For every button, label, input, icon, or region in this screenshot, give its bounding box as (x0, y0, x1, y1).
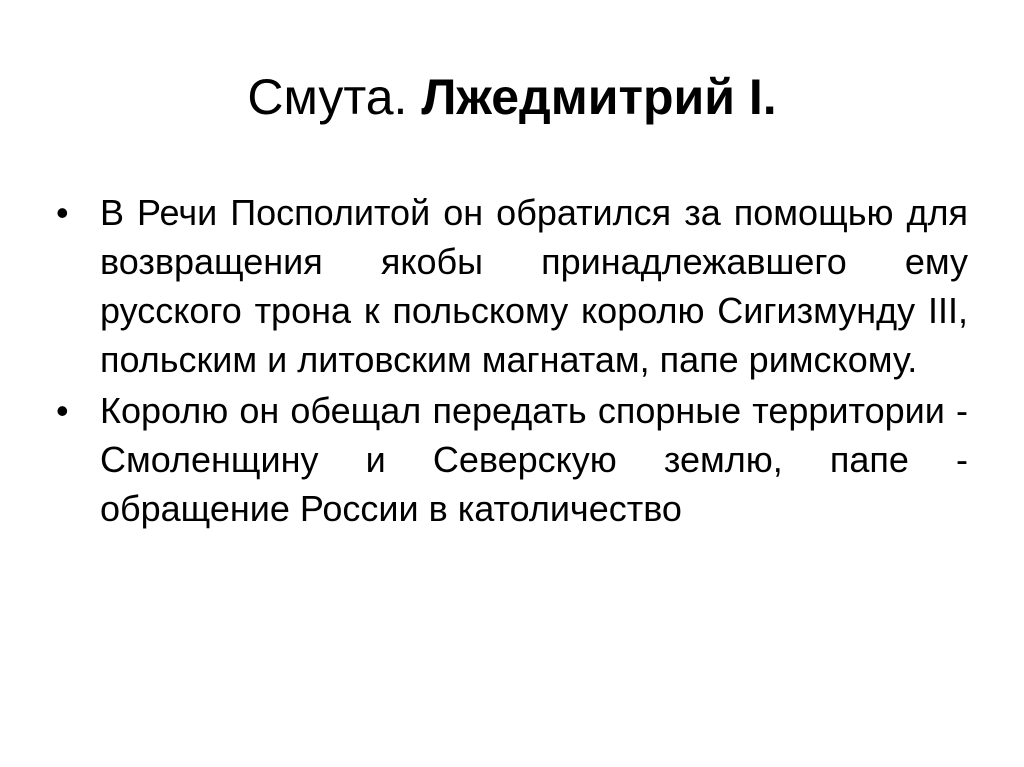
bullet-text-1: В Речи Посполитой он обратился за помощью для возвращения якобы принадлежавшего ему русского трона к польскому королю Сигизмунду III, польским и литовским магнатам, папе римскому. (100, 192, 968, 380)
bullet-text-2: Королю он обещал передать спорные территории - Смоленщину и Северскую землю, папе - обращение России в католичество (100, 390, 968, 529)
bullet-marker-icon: • (56, 192, 69, 233)
bullet-marker-icon: • (56, 390, 69, 431)
slide-title (0, 62, 1024, 132)
bullet-item-1 (56, 188, 968, 384)
bullet-list (56, 188, 968, 535)
bullet-item-2 (56, 386, 968, 533)
title-bold-text: Лжедмитрий I. (421, 69, 777, 125)
title-regular-text: Смута. (247, 69, 422, 125)
